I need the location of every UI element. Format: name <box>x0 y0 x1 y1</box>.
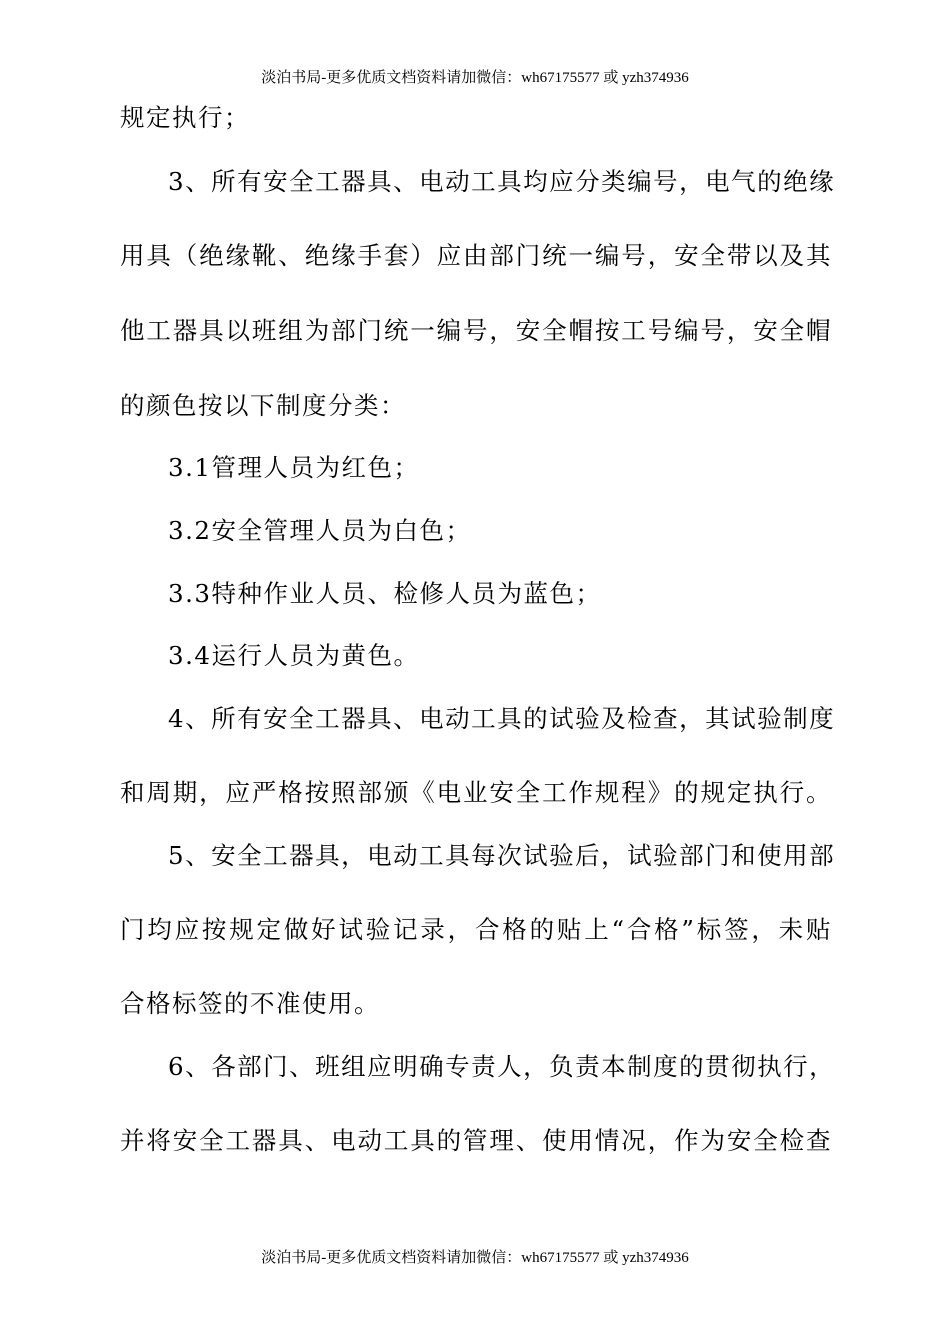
body-line: 门均应按规定做好试验记录，合格的贴上“合格”标签，未贴 <box>120 915 832 944</box>
body-line: 他工器具以班组为部门统一编号，安全帽按工号编号，安全帽 <box>120 316 832 345</box>
body-line: 合格标签的不准使用。 <box>120 989 380 1018</box>
body-line: 3.1管理人员为红色； <box>168 453 420 482</box>
body-line: 3.4运行人员为黄色。 <box>168 641 420 670</box>
body-line: 3.3特种作业人员、检修人员为蓝色； <box>168 579 602 608</box>
page-header-watermark: 淡泊书局-更多优质文档资料请加微信：wh67175577 或 yzh374936 <box>261 70 689 86</box>
body-line: 的颜色按以下制度分类： <box>120 391 406 420</box>
body-line: 和周期，应严格按照部颁《电业安全工作规程》的规定执行。 <box>120 778 832 807</box>
body-line: 用具（绝缘靴、绝缘手套）应由部门统一编号，安全带以及其 <box>120 241 832 270</box>
body-line: 3、所有安全工器具、电动工具均应分类编号，电气的绝缘 <box>168 167 836 196</box>
body-line: 规定执行； <box>120 103 250 132</box>
body-line: 6、各部门、班组应明确专责人，负责本制度的贯彻执行， <box>168 1052 836 1081</box>
body-line: 4、所有安全工器具、电动工具的试验及检查，其试验制度 <box>168 704 836 733</box>
body-line: 5、安全工器具，电动工具每次试验后，试验部门和使用部 <box>168 841 836 870</box>
body-line: 3.2安全管理人员为白色； <box>168 516 472 545</box>
body-line: 并将安全工器具、电动工具的管理、使用情况，作为安全检查 <box>120 1126 832 1155</box>
page-footer-watermark: 淡泊书局-更多优质文档资料请加微信：wh67175577 或 yzh374936 <box>261 1250 689 1266</box>
